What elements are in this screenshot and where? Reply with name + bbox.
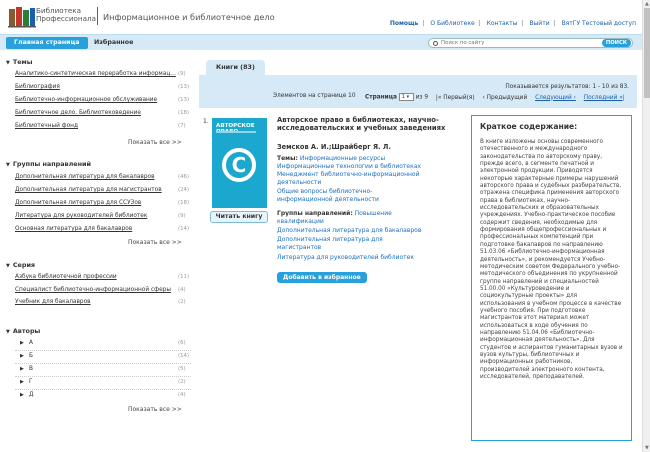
cover-subtitle-bar — [216, 131, 256, 133]
author-letter: А — [29, 340, 33, 346]
sidebar-item-count: (7) — [178, 123, 186, 129]
search-box — [428, 38, 633, 48]
header — [0, 0, 650, 34]
page-select-value: 1 — [401, 94, 405, 100]
sidebar-item-count: (14) — [178, 353, 190, 359]
group-link[interactable]: Дополнительная литература для бакалавров — [277, 227, 422, 234]
triangle-right-icon: ▶ — [20, 392, 24, 398]
authors-section-title[interactable] — [6, 327, 40, 335]
account-link[interactable]: ВятГУ Тестовый доступ — [561, 20, 636, 27]
sidebar-item-label: Азбука библиотечной профессии — [15, 274, 117, 280]
sidebar-item-author-letter[interactable] — [20, 392, 190, 401]
add-to-favorites-button[interactable]: Добавить в избранное — [277, 272, 367, 283]
sidebar-item-label: Учебник для бакалавров — [15, 299, 91, 305]
page-of: из 9 — [415, 94, 429, 101]
page-select[interactable]: 1 ▾ — [399, 93, 414, 101]
triangle-right-icon: ▶ — [20, 379, 24, 385]
search-button[interactable]: ПОИСК — [602, 39, 631, 47]
series-title: Серия — [12, 261, 36, 269]
sidebar-item-label: Библиография — [15, 84, 60, 90]
themes-title: Темы — [12, 58, 33, 66]
sidebar-item-author-letter[interactable] — [20, 340, 190, 349]
logout-link[interactable]: Выйти — [529, 20, 550, 27]
search-input[interactable] — [441, 39, 591, 47]
top-link-sep: | — [553, 20, 556, 27]
first-page-link[interactable]: |« Первый(я) — [435, 94, 475, 101]
groups-section-title[interactable] — [6, 160, 91, 168]
sidebar-item-label: Дополнительная литература для бакалавров — [15, 174, 155, 180]
top-link-sep: | — [478, 20, 481, 27]
themes-section-title[interactable] — [6, 58, 33, 66]
sidebar-item-label: Библиотечно-информационное обслуживание — [15, 97, 158, 103]
scroll-thumb[interactable] — [644, 8, 650, 98]
sidebar-item-count: (2) — [178, 299, 186, 305]
divider — [15, 350, 191, 351]
sidebar-item-count: (6) — [178, 340, 186, 346]
triangle-down-icon: ▼ — [6, 162, 10, 168]
book-number: 1. — [203, 118, 209, 125]
sidebar-item-count: (14) — [178, 226, 190, 232]
tab-favorites[interactable]: Избранное — [94, 39, 134, 46]
author-letter: Д — [29, 392, 34, 398]
triangle-down-icon: ▼ — [6, 60, 10, 66]
book-groups — [277, 210, 392, 218]
sidebar-item-count: (24) — [178, 187, 190, 193]
book-title[interactable]: Авторское право в библиотеках, научно-исследовательских и учебных заведениях — [277, 116, 446, 132]
group-link[interactable]: Литература для руководителей библиотек — [277, 254, 414, 261]
sidebar-item-group[interactable] — [15, 200, 190, 209]
top-link-sep: | — [521, 20, 524, 27]
pager — [365, 93, 625, 101]
sidebar-item-theme[interactable] — [15, 84, 190, 93]
tab-main-page[interactable]: Главная страница — [6, 37, 88, 49]
series-section-title[interactable] — [6, 261, 35, 269]
sidebar-item-count: (9) — [178, 71, 186, 77]
results-count: Показывается результатов: 1 - 10 из 83. — [505, 84, 629, 90]
sidebar-item-count: (4) — [178, 392, 186, 398]
sidebar-item-series[interactable] — [15, 274, 190, 283]
sidebar-item-count: (13) — [178, 97, 190, 103]
site-title: Информационное и библиотечное дело — [103, 12, 275, 22]
top-links — [388, 20, 638, 27]
sidebar-item-theme[interactable] — [15, 123, 190, 132]
sidebar-item-label: Аналитико-синтетическая переработка информац... — [15, 71, 176, 77]
sidebar-item-label: Дополнительная литература для магистрантов — [15, 187, 162, 193]
page-label: Страница — [365, 94, 397, 101]
author-letter: В — [29, 366, 33, 372]
group-link[interactable]: квалификации — [277, 218, 324, 225]
sidebar-item-count: (2) — [178, 379, 186, 385]
read-book-button[interactable]: Читать книгу — [210, 211, 268, 223]
brand-name — [36, 7, 96, 23]
book-authors: Земсков А. И.;Шрайберг Я. Л. — [277, 143, 391, 151]
nav-bar — [0, 34, 642, 50]
cover-title: АВТОРСКОЕ — [216, 123, 255, 129]
sidebar-item-count: (18) — [178, 200, 190, 206]
groups-title: Группы направлений — [12, 160, 91, 168]
tab-books[interactable]: Книги (83) — [206, 60, 265, 75]
divider — [15, 363, 191, 364]
sidebar-item-series[interactable] — [15, 299, 190, 308]
group-link[interactable]: магистрантов — [277, 244, 322, 251]
theme-link[interactable]: Информационные ресурсы — [299, 155, 386, 162]
group-link[interactable]: Повышение — [354, 210, 392, 217]
summary-text: В книге изложены основы современного отечественного и международного законодательства по авторскому праву, прежде всего, в сегменте печатной и электронной продукции. Приводятся некоторые характерные примеры нарушений авторского права и судебных разбирательств, отражена специфика применения авторского права в библиотеках, научно-исследовательских и образовательных учреждениях. Учебно-практическое пособие содержит сведения, необходимые для формирования общепрофессиональных и профессиональных компетенций при подготовке бакалавров по направлению 51.03.06 «Библиотечно-информационная деятельность», и рекомендуется Учебно-методическим советом Федерального учебно-методического объединения по укрупненной группе направлений и специальностей 51.00.00 «Культуроведение и социокультурные проекты» для использования в учебном процессе в качестве учебного пособия. При подготовке магистрантов этот материал может использоваться в ходе обучения по направлению 51.04.06 «Библиотечно-информационная деятельность». Для студентов и аспирантов гуманитарных вузов и вузов культуры, библиотечных и информационных работников, производителей электронного контента, исследователей, преподавателей. — [480, 139, 623, 380]
copyright-icon: C — [222, 148, 256, 182]
scroll-down-icon[interactable]: ▼ — [645, 445, 649, 451]
search-icon — [433, 41, 438, 46]
author-letter: Г — [29, 379, 33, 385]
theme-link[interactable]: информационной деятельности — [277, 196, 379, 203]
author-letter: Б — [29, 353, 33, 359]
group-link[interactable]: Дополнительная литература для — [277, 236, 383, 243]
sidebar-item-series[interactable] — [15, 287, 190, 296]
brand-line1: Библиотека — [36, 6, 82, 15]
theme-link[interactable]: Информационные технологии в библиотеках — [277, 163, 421, 170]
sidebar-item-count: (18) — [178, 110, 190, 116]
sidebar-item-label: Специалист библиотечно-информационной сферы — [15, 287, 171, 293]
help-link[interactable]: Помощь — [389, 20, 419, 27]
sidebar-item-label: Литература для руководителей библиотек — [15, 213, 148, 219]
prev-page-link[interactable]: ‹ Предыдущий — [482, 94, 528, 101]
sidebar-item-count: (9) — [178, 213, 186, 219]
themes-label: Темы: — [277, 155, 298, 162]
sidebar-item-theme[interactable] — [15, 97, 190, 106]
library-logo-icon[interactable] — [7, 6, 37, 28]
theme-link[interactable]: Менеджмент библиотечно-информационной — [277, 171, 420, 178]
sidebar-item-group[interactable] — [15, 174, 190, 183]
last-page-link[interactable]: Последний »| — [583, 94, 625, 101]
scroll-up-icon[interactable]: ▲ — [645, 1, 649, 7]
divider — [15, 389, 191, 390]
items-per-page: Элементов на странице 10 — [273, 93, 356, 99]
sidebar-item-label: Библиотечный фонд — [15, 123, 78, 129]
sidebar-item-label: Библиотечное дело. Библиотековедение — [15, 110, 141, 116]
groups-show-all-link[interactable]: Показать все >> — [128, 239, 182, 246]
contacts-link[interactable]: Контакты — [486, 20, 518, 27]
book-cover[interactable] — [212, 118, 267, 208]
sidebar-item-author-letter[interactable] — [20, 353, 190, 362]
sidebar-item-count: (4) — [178, 287, 186, 293]
next-page-link[interactable]: Следующий › — [535, 94, 576, 101]
triangle-down-icon: ▼ — [6, 329, 10, 335]
book-themes — [277, 155, 385, 163]
sidebar-item-group[interactable] — [15, 226, 190, 235]
sidebar-item-label: Дополнительная литература для ССУЗов — [15, 200, 142, 206]
results-bar — [199, 75, 637, 108]
sidebar-item-label: Основная литература для бакалавров — [15, 226, 133, 232]
sidebar-item-group[interactable] — [15, 187, 190, 196]
authors-title: Авторы — [12, 327, 41, 335]
triangle-right-icon: ▶ — [20, 353, 24, 359]
summary-title: Краткое содержание: — [480, 122, 578, 131]
sidebar-item-count: (46) — [178, 174, 190, 180]
triangle-right-icon: ▶ — [20, 340, 24, 346]
theme-link[interactable]: деятельности — [277, 179, 322, 186]
summary-panel — [471, 115, 632, 441]
divider — [15, 376, 191, 377]
themes-show-all-link[interactable]: Показать все >> — [128, 139, 182, 146]
sidebar-item-group[interactable] — [15, 213, 190, 222]
groups-label: Группы направлений: — [277, 210, 353, 217]
brand-line2: Профессионала — [36, 14, 97, 23]
authors-show-all-link[interactable]: Показать все >> — [128, 406, 182, 413]
sidebar-item-count: (11) — [178, 274, 190, 280]
triangle-down-icon: ▼ — [6, 263, 10, 269]
top-link-sep: | — [422, 20, 425, 27]
sidebar-item-author-letter[interactable] — [20, 379, 190, 388]
sidebar-item-theme[interactable] — [15, 110, 190, 119]
brand-separator — [97, 7, 98, 25]
about-link[interactable]: О Библиотеке — [430, 20, 475, 27]
page-scrollbar[interactable] — [642, 0, 650, 452]
sidebar-item-author-letter[interactable] — [20, 366, 190, 375]
sidebar-item-count: (5) — [178, 366, 186, 372]
sidebar-item-theme[interactable] — [15, 71, 190, 80]
sidebar-item-count: (13) — [178, 84, 190, 90]
triangle-right-icon: ▶ — [20, 366, 24, 372]
theme-link[interactable]: Общие вопросы библиотечно- — [277, 188, 373, 195]
